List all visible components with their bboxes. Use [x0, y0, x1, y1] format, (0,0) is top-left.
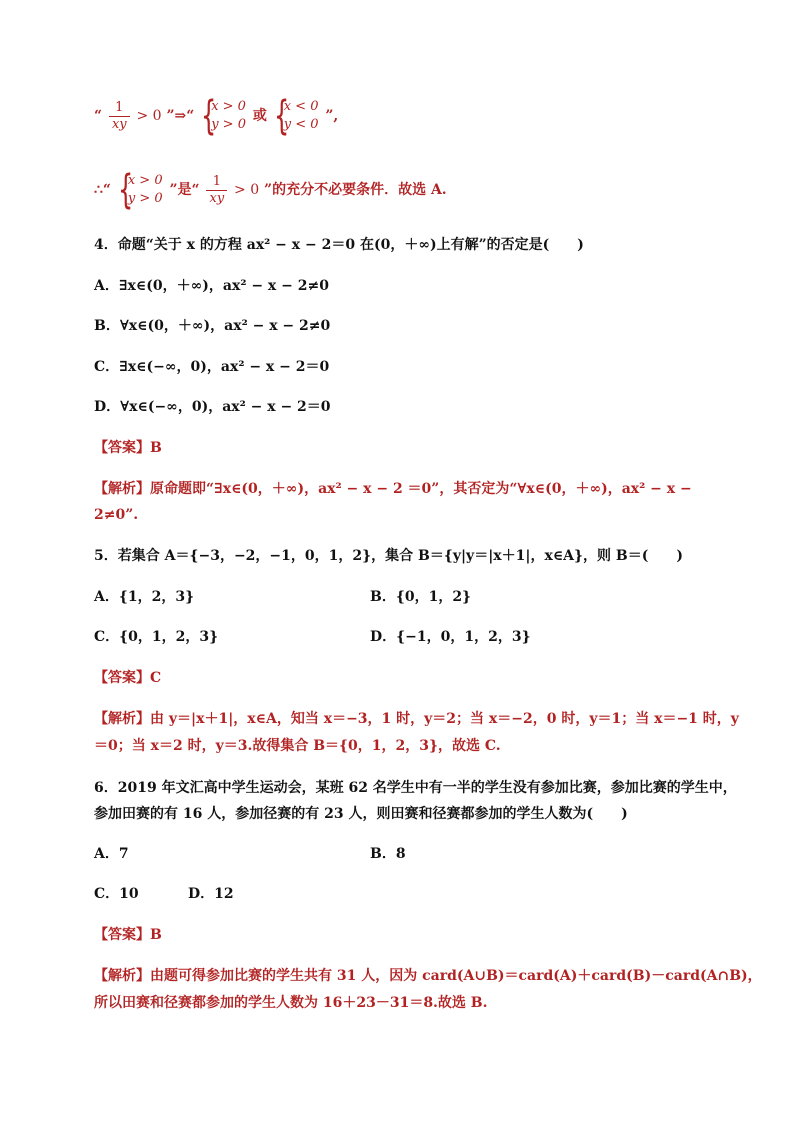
- question-6-option-d: D．12: [188, 886, 234, 902]
- therefore-symbol: ∴“: [94, 182, 111, 198]
- question-4-option-d: D．∀x∈(−∞，0)，ax² − x − 2＝0: [94, 399, 331, 415]
- conclusion-text: ”的充分不必要条件．故选 A.: [264, 182, 447, 198]
- question-6-analysis-line-1: 【解析】由题可得参加比赛的学生共有 31 人，因为 card(A∪B)＝card(A)＋card(B)－card(A∩B)，: [94, 968, 762, 984]
- conclusion-line: [94, 167, 447, 213]
- fraction-1-over-xy: [206, 174, 227, 207]
- question-5-analysis-line-2: ＝0；当 x＝2 时，y＝3.故得集合 B＝{0，1，2，3}，故选 C.: [94, 738, 501, 754]
- system-row: y < 0: [283, 117, 319, 132]
- system-negative: { x < 0 y < 0: [273, 93, 319, 139]
- question-4-analysis-line-1: 【解析】原命题即“∃x∈(0，＋∞)，ax² − x − 2 ＝0”，其否定为“∀x∈(0，＋∞)，ax² − x −: [94, 481, 692, 497]
- question-6-option-a: A．7: [94, 846, 129, 862]
- question-4-analysis-line-2: 2≠0”.: [94, 507, 139, 523]
- implication-line: [94, 93, 339, 139]
- question-5-option-b: B．{0，1，2}: [370, 589, 472, 605]
- fraction-numerator: 1: [206, 174, 227, 191]
- question-5-answer: 【答案】C: [94, 670, 162, 686]
- question-5-option-c: C．{0，1，2，3}: [94, 629, 219, 645]
- quote-open: “: [94, 108, 103, 124]
- fraction-numerator: 1: [109, 100, 130, 117]
- fraction-1-over-xy: [109, 100, 130, 133]
- gt-zero: > 0: [234, 182, 260, 198]
- system-row: x > 0: [127, 173, 163, 188]
- question-5-option-a: A．{1，2，3}: [94, 589, 195, 605]
- system-positive: { x > 0 y > 0: [201, 93, 246, 139]
- system-row: y > 0: [211, 117, 246, 132]
- system-row: y > 0: [127, 191, 163, 206]
- question-5-option-d: D．{−1，0，1，2，3}: [370, 629, 531, 645]
- question-6-answer: 【答案】B: [94, 927, 162, 943]
- fraction-denominator: xy: [111, 116, 127, 132]
- system-row: x > 0: [211, 99, 246, 114]
- system-row: x < 0: [283, 99, 319, 114]
- or-word: 或: [252, 108, 267, 124]
- question-5-stem: 5．若集合 A＝{−3，−2，−1，0，1，2}，集合 B＝{y|y＝|x＋1|，x∈A}，则 B＝( ): [94, 548, 683, 564]
- question-4-option-a: A．∃x∈(0，＋∞)，ax² − x − 2≠0: [94, 278, 329, 294]
- implies-symbol: ”⇒“: [166, 108, 195, 124]
- question-4-stem: 4．命题“关于 x 的方程 ax² − x − 2＝0 在(0，＋∞)上有解”的否定是( ): [94, 237, 584, 253]
- is-word: ”是“: [169, 182, 200, 198]
- question-4-answer: 【答案】B: [94, 440, 162, 456]
- quote-close: ”,: [325, 108, 339, 124]
- question-4-option-b: B．∀x∈(0，＋∞)，ax² − x − 2≠0: [94, 318, 331, 334]
- question-6-stem-line-1: 6．2019 年文汇高中学生运动会，某班 62 名学生中有一半的学生没有参加比赛，参加比赛的学生中，: [94, 780, 737, 796]
- fraction-denominator: xy: [209, 190, 225, 206]
- gt-zero: > 0: [136, 108, 162, 124]
- question-6-option-b: B．8: [370, 846, 406, 862]
- question-6-option-c: C．10: [94, 886, 139, 902]
- question-5-analysis-line-1: 【解析】由 y＝|x＋1|，x∈A，知当 x＝−3，1 时，y＝2；当 x＝−2，0 时，y＝1；当 x＝−1 时，y: [94, 711, 739, 727]
- question-6-stem-line-2: 参加田赛的有 16 人，参加径赛的有 23 人，则田赛和径赛都参加的学生人数为( ): [94, 806, 628, 822]
- system-positive: { x > 0 y > 0: [117, 167, 163, 213]
- question-4-option-c: C．∃x∈(−∞，0)，ax² − x − 2＝0: [94, 359, 330, 375]
- question-6-analysis-line-2: 所以田赛和径赛都参加的学生人数为 16＋23－31＝8.故选 B.: [94, 995, 488, 1011]
